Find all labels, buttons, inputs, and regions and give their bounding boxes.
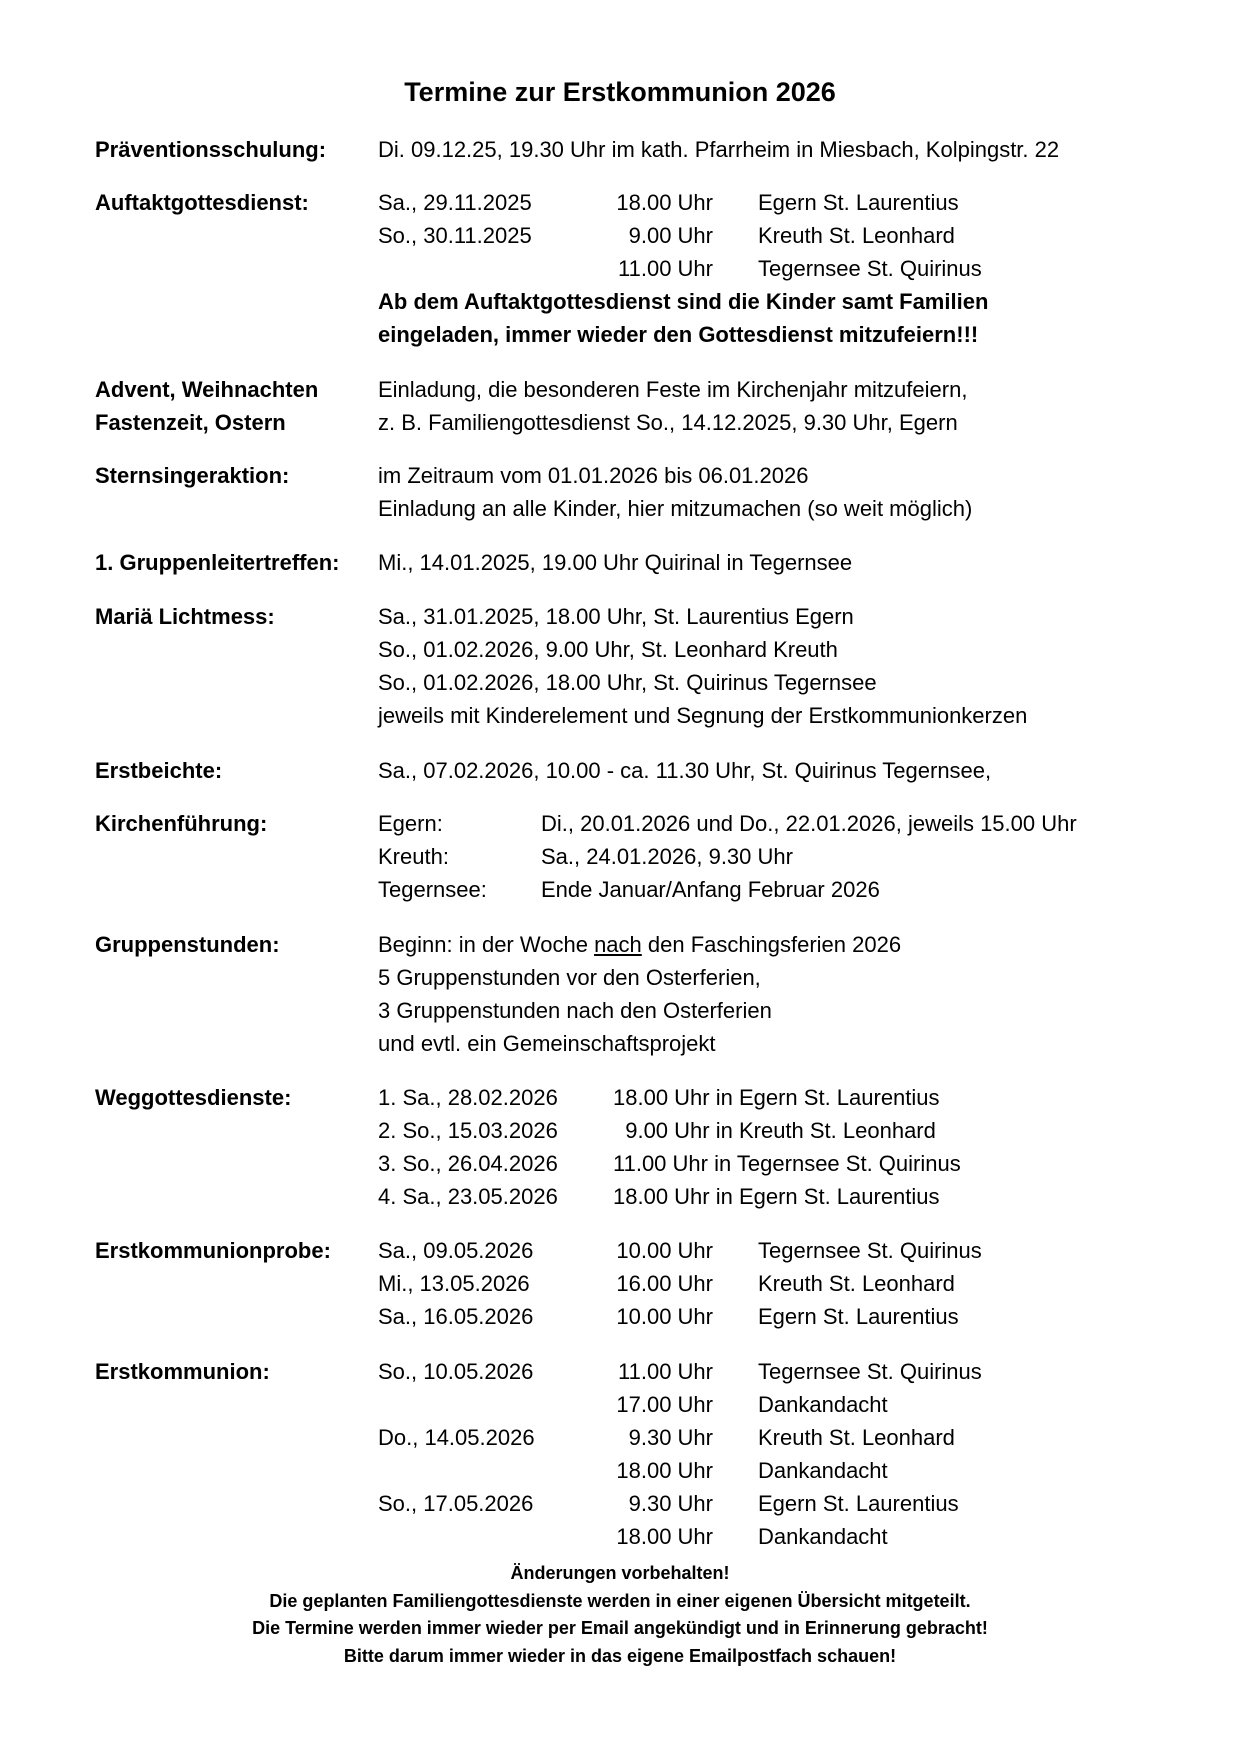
place: Tegernsee St. Quirinus	[758, 1238, 982, 1263]
time: 10.00 Uhr	[616, 1304, 713, 1329]
schedule-row	[378, 1300, 1200, 1333]
footer-line: Bitte darum immer wieder in das eigene Emailpostfach schauen!	[343, 1645, 897, 1666]
time: 10.00 Uhr	[616, 1238, 713, 1263]
date: So., 10.05.2026	[378, 1359, 534, 1384]
details: Ende Januar/Anfang Februar 2026	[541, 877, 880, 902]
section-text: Di. 09.12.25, 19.30 Uhr im kath. Pfarrheim in Miesbach, Kolpingstr. 22	[378, 137, 1060, 162]
section-label: Präventionsschulung:	[95, 137, 327, 162]
schedule-row	[378, 219, 1200, 252]
date: 2. So., 15.03.2026	[378, 1118, 558, 1143]
underlined-word: nach	[594, 932, 642, 957]
section-label: Erstbeichte:	[95, 758, 223, 783]
section-text: z. B. Familiengottesdienst So., 14.12.2025, 9.30 Uhr, Egern	[378, 410, 958, 435]
date: Do., 14.05.2026	[378, 1425, 535, 1450]
footer-line: Die Termine werden immer wieder per Email angekündigt und in Erinnerung gebracht!	[252, 1618, 988, 1638]
date: Sa., 29.11.2025	[378, 190, 532, 215]
date: 4. Sa., 23.05.2026	[378, 1184, 558, 1209]
place: Egern St. Laurentius	[758, 1491, 959, 1516]
page-title: Termine zur Erstkommunion 2026	[404, 77, 836, 107]
schedule-row	[378, 1388, 1200, 1421]
details: Di., 20.01.2026 und Do., 22.01.2026, jeweils 15.00 Uhr	[541, 811, 1077, 836]
date: So., 17.05.2026	[378, 1491, 534, 1516]
details: 18.00 Uhr in Egern St. Laurentius	[613, 1184, 940, 1209]
invitation-note: eingeladen, immer wieder den Gottesdienst mitzufeiern!!!	[378, 322, 979, 347]
place: Kreuth:	[378, 844, 449, 869]
schedule-row	[378, 1454, 1200, 1487]
section-label: Advent, Weihnachten	[95, 377, 319, 402]
details: 9.00 Uhr in Kreuth St. Leonhard	[613, 1118, 936, 1143]
section-label: Mariä Lichtmess:	[95, 604, 275, 629]
section-text: 3 Gruppenstunden nach den Osterferien	[378, 998, 772, 1023]
time: 11.00 Uhr	[618, 1359, 713, 1384]
place: Kreuth St. Leonhard	[758, 1425, 955, 1450]
text-part: den Faschingsferien 2026	[641, 932, 902, 957]
schedule-row	[378, 807, 1200, 840]
section-label: Kirchenführung:	[95, 811, 268, 836]
place: Tegernsee:	[378, 877, 487, 902]
date: Sa., 09.05.2026	[378, 1238, 534, 1263]
place: Kreuth St. Leonhard	[758, 223, 955, 248]
place: Tegernsee St. Quirinus	[758, 1359, 982, 1384]
place: Dankandacht	[758, 1458, 888, 1483]
schedule-row	[378, 1520, 1200, 1553]
section-text: 5 Gruppenstunden vor den Osterferien,	[378, 965, 761, 990]
time: 9.30 Uhr	[628, 1425, 713, 1450]
details: 18.00 Uhr in Egern St. Laurentius	[613, 1085, 940, 1110]
time: 11.00 Uhr	[618, 256, 713, 281]
time: 18.00 Uhr	[616, 1524, 713, 1549]
date: Sa., 16.05.2026	[378, 1304, 534, 1329]
section-label: Auftaktgottesdienst:	[95, 190, 309, 215]
place: Egern St. Laurentius	[758, 1304, 959, 1329]
schedule-row	[378, 1180, 1200, 1213]
details: Sa., 24.01.2026, 9.30 Uhr	[541, 844, 793, 869]
footer-notice	[0, 1560, 1240, 1670]
section-label: 1. Gruppenleitertreffen:	[95, 550, 340, 575]
schedule-row	[378, 186, 1200, 219]
text-part: Beginn: in der Woche	[378, 932, 595, 957]
section-text: im Zeitraum vom 01.01.2026 bis 06.01.2026	[378, 463, 809, 488]
schedule-row	[378, 1081, 1200, 1114]
schedule-row	[378, 1147, 1200, 1180]
place: Egern:	[378, 811, 443, 836]
section-text: Einladung an alle Kinder, hier mitzumachen (so weit möglich)	[378, 496, 973, 521]
time: 9.00 Uhr	[628, 223, 713, 248]
date: 3. So., 26.04.2026	[378, 1151, 558, 1176]
section-text: So., 01.02.2026, 18.00 Uhr, St. Quirinus Tegernsee	[378, 670, 877, 695]
place: Tegernsee St. Quirinus	[758, 256, 982, 281]
place: Dankandacht	[758, 1392, 888, 1417]
schedule-row	[378, 252, 1200, 285]
time: 18.00 Uhr	[616, 190, 713, 215]
section-text: Einladung, die besonderen Feste im Kirchenjahr mitzufeiern,	[378, 377, 968, 402]
section-label: Gruppenstunden:	[95, 932, 280, 957]
schedule-row	[378, 1114, 1200, 1147]
time: 9.30 Uhr	[628, 1491, 713, 1516]
schedule-row	[378, 840, 1200, 873]
schedule-row	[378, 873, 1200, 906]
schedule-row	[378, 1421, 1200, 1454]
invitation-note: Ab dem Auftaktgottesdienst sind die Kinder samt Familien	[378, 289, 989, 314]
section-text	[378, 928, 1200, 961]
section-text: Mi., 14.01.2025, 19.00 Uhr Quirinal in Tegernsee	[378, 550, 853, 575]
section-label: Erstkommunion:	[95, 1359, 270, 1384]
time: 16.00 Uhr	[616, 1271, 713, 1296]
date: 1. Sa., 28.02.2026	[378, 1085, 558, 1110]
place: Kreuth St. Leonhard	[758, 1271, 955, 1296]
schedule-row	[378, 1355, 1200, 1388]
section-text: Sa., 31.01.2025, 18.00 Uhr, St. Laurentius Egern	[378, 604, 854, 629]
place: Dankandacht	[758, 1524, 888, 1549]
schedule-row	[378, 1234, 1200, 1267]
schedule-row	[378, 1487, 1200, 1520]
section-text: jeweils mit Kinderelement und Segnung der Erstkommunionkerzen	[378, 703, 1028, 728]
section-text: Sa., 07.02.2026, 10.00 - ca. 11.30 Uhr, St. Quirinus Tegernsee,	[378, 758, 992, 783]
section-label: Fastenzeit, Ostern	[95, 410, 286, 435]
schedule-row	[378, 1267, 1200, 1300]
place: Egern St. Laurentius	[758, 190, 959, 215]
date: Mi., 13.05.2026	[378, 1271, 530, 1296]
details: 11.00 Uhr in Tegernsee St. Quirinus	[613, 1151, 961, 1176]
date: So., 30.11.2025	[378, 223, 532, 248]
section-text: So., 01.02.2026, 9.00 Uhr, St. Leonhard Kreuth	[378, 637, 838, 662]
footer-line: Die geplanten Familiengottesdienste werden in einer eigenen Übersicht mitgeteilt.	[269, 1590, 971, 1611]
section-label: Erstkommunionprobe:	[95, 1238, 331, 1263]
section-text: und evtl. ein Gemeinschaftsprojekt	[378, 1031, 716, 1056]
time: 17.00 Uhr	[616, 1392, 713, 1417]
section-label: Sternsingeraktion:	[95, 463, 290, 488]
time: 18.00 Uhr	[616, 1458, 713, 1483]
section-label: Weggottesdienste:	[95, 1085, 292, 1110]
footer-line: Änderungen vorbehalten!	[510, 1563, 730, 1583]
